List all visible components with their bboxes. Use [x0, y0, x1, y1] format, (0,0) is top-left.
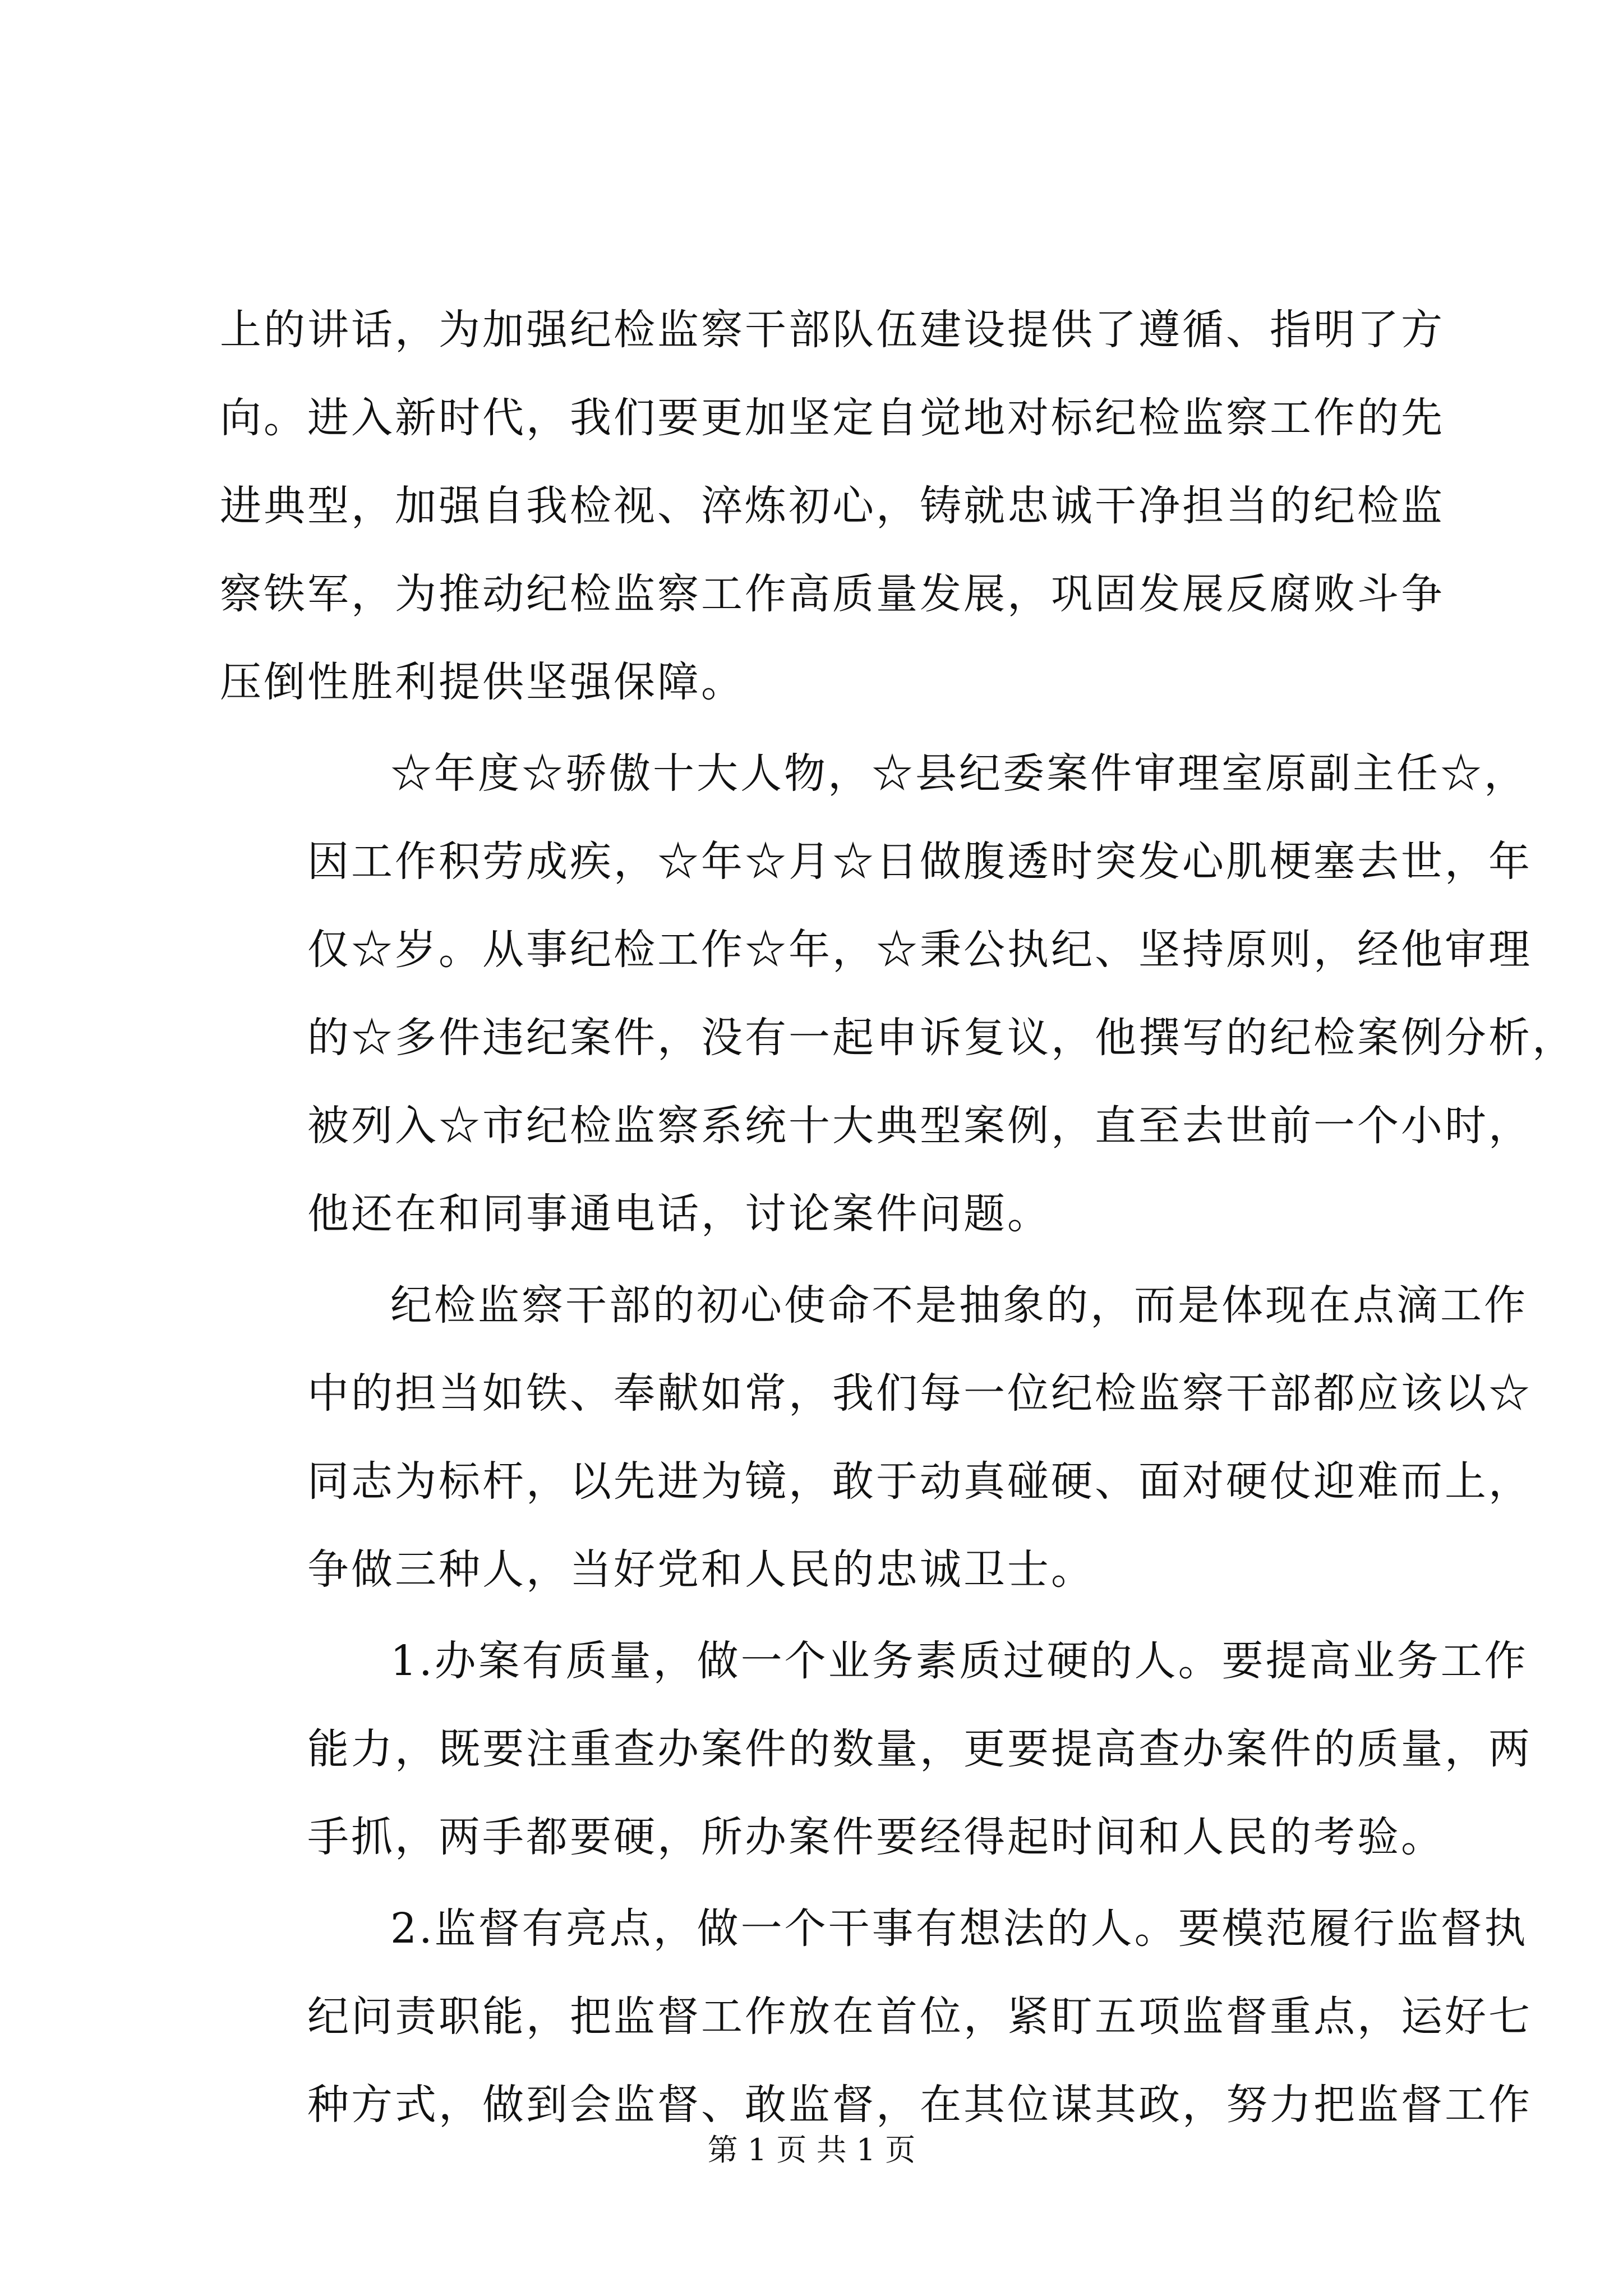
text-line: 向。进入新时代，我们要更加坚定自觉地对标纪检监察工作的先: [220, 394, 1445, 442]
text-line: 手抓，两手都要硬，所办案件要经得起时间和人民的考验。: [307, 1813, 1445, 1861]
document-body: [220, 286, 1576, 2149]
text-line: 纪检监察干部的初心使命不是抽象的，而是体现在点滴工作: [390, 1281, 1528, 1329]
paragraph: [220, 286, 1445, 726]
text-line: 进典型，加强自我检视、淬炼初心，铸就忠诚干净担当的纪检监: [220, 482, 1445, 530]
paragraph: [220, 730, 1576, 1258]
text-line: 种方式，做到会监督、敢监督，在其位谋其政，努力把监督工作: [307, 2081, 1532, 2129]
text-line: 能力，既要注重查办案件的数量，更要提高查办案件的质量，两: [307, 1725, 1532, 1773]
paragraph: [220, 1262, 1532, 1614]
text-line: ☆年度☆骄傲十大人物，☆县纪委案件审理室原副主任☆，: [390, 749, 1528, 798]
text-line: 同志为标杆，以先进为镜，敢于动真碰硬、面对硬仗迎难而上，: [307, 1457, 1532, 1506]
text-line: 争做三种人，当好党和人民的忠诚卫士。: [307, 1545, 1095, 1594]
text-line: 被列入☆市纪检监察系统十大典型案例，直至去世前一个小时，: [307, 1102, 1532, 1150]
text-line: 上的讲话，为加强纪检监察干部队伍建设提供了遵循、指明了方: [220, 306, 1445, 354]
text-line: 中的担当如铁、奉献如常，我们每一位纪检监察干部都应该以☆: [307, 1369, 1532, 1418]
text-line: 仅☆岁。从事纪检工作☆年，☆秉公执纪、坚持原则，经他审理: [307, 926, 1532, 974]
text-line: 2.监督有亮点，做一个干事有想法的人。要模范履行监督执: [390, 1904, 1528, 1953]
text-line: 压倒性胜利提供坚强保障。: [220, 658, 745, 706]
page-footer: 第 1 页 共 1 页: [707, 2132, 916, 2168]
text-line: 的☆多件违纪案件，没有一起申诉复议，他撰写的纪检案例分析，: [307, 1014, 1576, 1062]
text-line: 他还在和同事通电话，讨论案件问题。: [307, 1190, 1051, 1238]
text-line: 纪问责职能，把监督工作放在首位，紧盯五项监督重点，运好七: [307, 1993, 1532, 2041]
paragraph: [220, 1617, 1532, 1881]
text-line: 因工作积劳成疾，☆年☆月☆日做腹透时突发心肌梗塞去世，年: [307, 838, 1532, 886]
text-line: 1.办案有质量，做一个业务素质过硬的人。要提高业务工作: [390, 1637, 1528, 1685]
paragraph: [220, 1885, 1532, 2149]
text-line: 察铁军，为推动纪检监察工作高质量发展，巩固发展反腐败斗争: [220, 570, 1445, 618]
